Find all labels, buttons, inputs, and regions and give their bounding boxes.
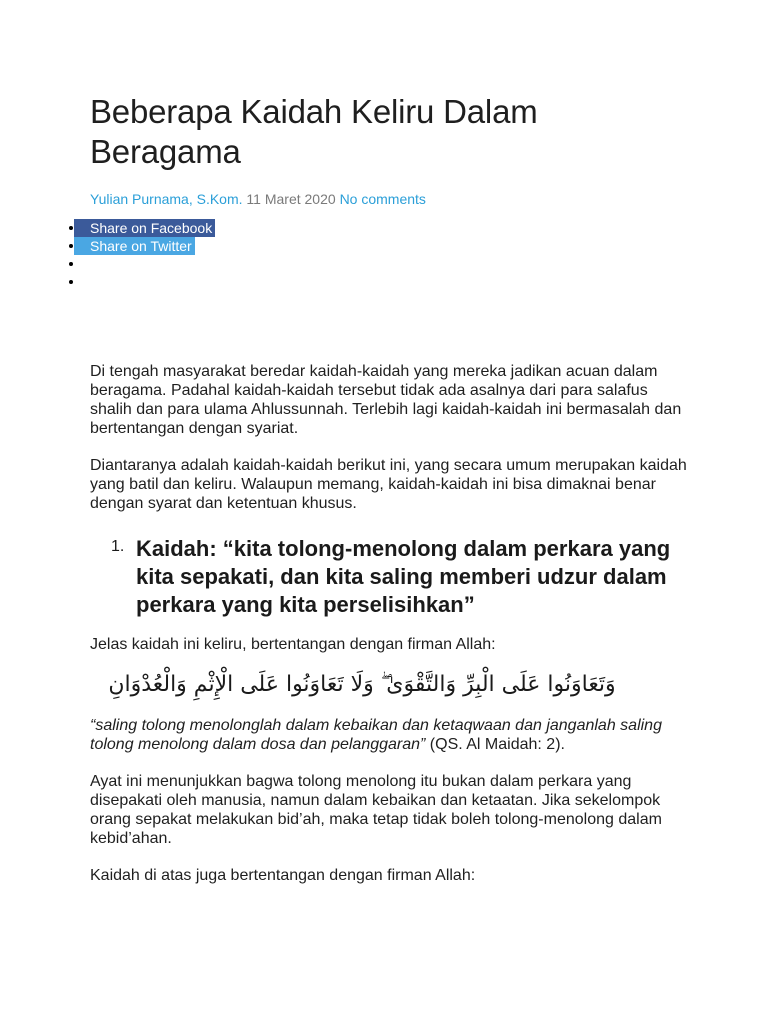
arabic-verse: وَتَعَاوَنُوا عَلَى الْبِرِّ وَالتَّقْوَىٰ ۖ وَلَا تَعَاوَنُوا عَلَى الْإِثْمِ وَالْعُدْوَانِ (108, 672, 616, 697)
share-list (90, 219, 690, 291)
rule-number: 1. (111, 538, 125, 555)
article (90, 92, 690, 885)
share-item-twitter (90, 237, 690, 255)
intro-paragraph: Di tengah masyarakat beredar kaidah-kaidah yang mereka jadikan acuan dalam beragama. Padahal kaidah-kaidah tersebut tidak ada asalnya dari para salafus shalih dan para ulama Ahlussunnah. Terlebih lagi kaidah-kaidah ini bermasalah dan bertentangan dengan syariat. (90, 363, 682, 437)
share-item-empty (90, 273, 690, 291)
translation-text: “saling tolong menolonglah dalam kebaikan dan ketaqwaan dan janganlah saling tolong menolong dalam dosa dan pelanggaran” (90, 717, 662, 753)
rule-explanation: Jelas kaidah ini keliru, bertentangan dengan firman Allah: (90, 636, 496, 653)
verse-citation: (QS. Al Maidah: 2). (425, 736, 565, 753)
second-paragraph: Diantaranya adalah kaidah-kaidah berikut ini, yang secara umum merupakan kaidah yang batil dan keliru. Walaupun memang, kaidah-kaidah ini bisa dimaknai benar dengan syarat dan ketentuan khusus. (90, 457, 687, 512)
share-item-facebook (90, 219, 690, 237)
rules-list (90, 535, 690, 619)
comments-link[interactable]: No comments (339, 191, 426, 207)
article-meta (90, 190, 690, 208)
share-item-empty (90, 255, 690, 273)
author-link[interactable]: Yulian Purnama, S.Kom. (90, 191, 243, 207)
rule-heading: Kaidah: “kita tolong-menolong dalam perkara yang kita sepakati, dan kita saling memberi udzur dalam perkara yang kita perselisihkan” (136, 536, 671, 617)
share-twitter-button[interactable]: Share on Twitter (74, 237, 195, 255)
article-title: Beberapa Kaidah Keliru Dalam Beragama (90, 93, 538, 170)
post-date: 11 Maret 2020 (246, 191, 336, 207)
next-verse-intro: Kaidah di atas juga bertentangan dengan firman Allah: (90, 867, 476, 884)
share-facebook-button[interactable]: Share on Facebook (74, 219, 215, 237)
rule-item (90, 535, 690, 619)
verse-commentary: Ayat ini menunjukkan bagwa tolong menolong itu bukan dalam perkara yang disepakati oleh manusia, namun dalam kebaikan dan ketaatan. Jika sekelompok orang sepakat melakukan bid’ah, maka tetap tidak boleh tolong-menolong dalam kebid’ahan. (90, 773, 662, 847)
verse-translation (90, 716, 690, 754)
